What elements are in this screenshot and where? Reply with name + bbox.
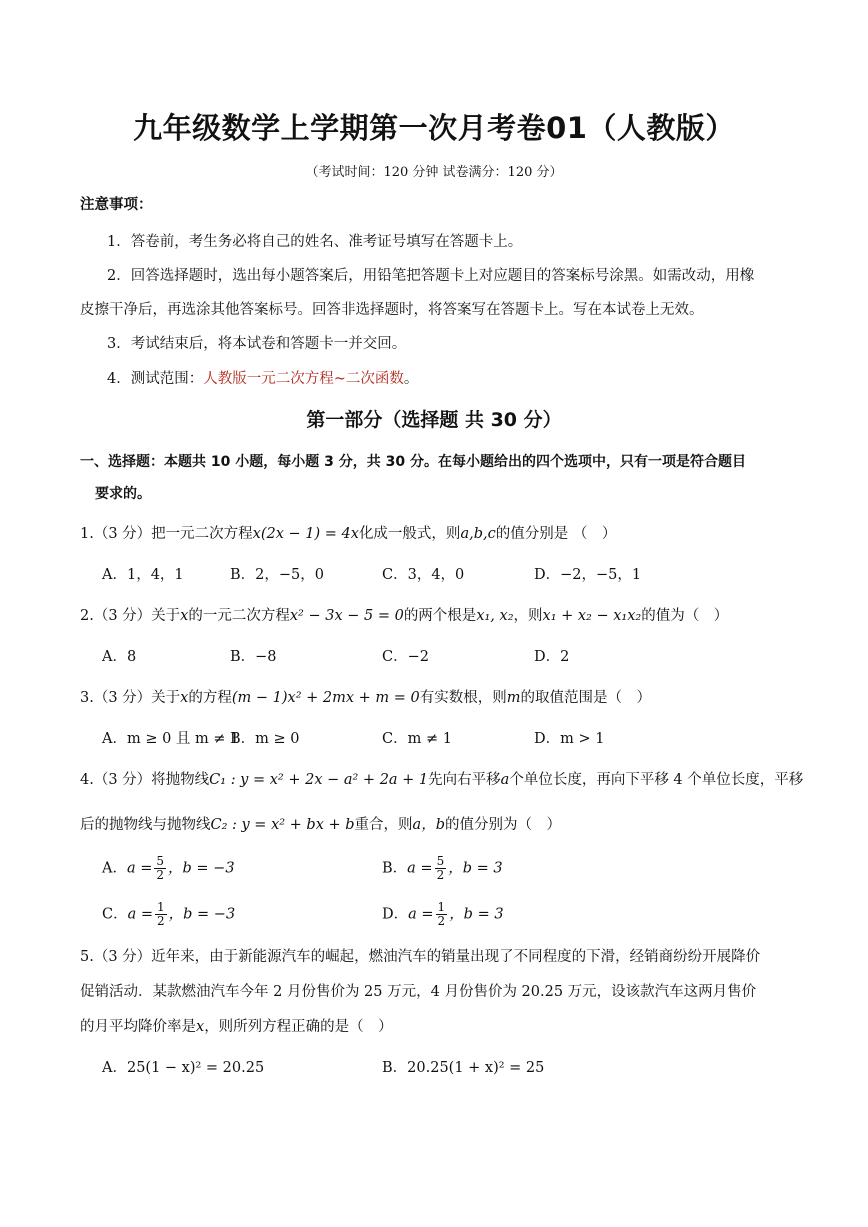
q4-b-b: ，b = 3 (448, 860, 503, 877)
section-instructions-line1: 一、选择题：本题共 10 小题，每小题 3 分，共 30 分。在每小题给出的四个选项中，只有一项是符合题目 (80, 454, 746, 470)
q2-roots: x₁, x₂ (476, 608, 514, 624)
q1-mid: 化成一般式，则 (358, 526, 461, 542)
q1-option-d: D．−2，−5，1 (534, 567, 642, 583)
q4-line2-mid: 重合，则 (354, 817, 413, 833)
q4-line2-prefix: 后的抛物线与抛物线 (80, 817, 211, 833)
q4-prefix: 4.（3 分）将抛物线 (80, 772, 210, 788)
q4-parabola-c2: C₂ : y = x² + bx + b (210, 817, 355, 833)
q2-equation: x² − 3x − 5 = 0 (289, 608, 404, 624)
page-title: 九年级数学上学期第一次月考卷01（人教版） (133, 111, 735, 145)
q2-option-d: D．2 (534, 649, 570, 665)
q4-mid: 先向右平移 (428, 772, 501, 788)
q4-parabola-c1: C₁ : y = x² + 2x − a² + 2a + 1 (209, 772, 429, 788)
q4-b-var: a = (407, 860, 433, 877)
q2-var: x (180, 608, 189, 624)
q4-d-label: D． (382, 906, 409, 923)
q4-c-label: C． (102, 906, 128, 923)
q1-option-c: C．3，4，0 (382, 567, 465, 583)
q4-d-fraction (436, 901, 448, 928)
q4-d-numerator: 1 (437, 900, 446, 914)
note-item-1: 1．答卷前，考生务必将自己的姓名、准考证号填写在答题卡上。 (107, 234, 523, 250)
q2-mid3: ，则 (513, 608, 543, 624)
test-range: 人教版一元二次方程~二次函数 (203, 371, 404, 387)
q1-option-b: B．2，−5，0 (230, 567, 324, 583)
q5-option-b: B．20.25(1 + x)² = 25 (382, 1060, 545, 1076)
q4-b-label: B． (382, 860, 408, 877)
note-item-2-line2: 皮擦干净后，再选涂其他答案标号。回答非选择题时，将答案写在答题卡上。写在本试卷上无效。 (80, 302, 704, 318)
q2-mid2: 的两个根是 (403, 608, 477, 624)
q4-option-b (382, 855, 503, 882)
q4-a-numerator: 5 (156, 854, 165, 868)
q1-vars: a,b,c (460, 526, 496, 542)
question-5-stem-line3 (80, 1017, 393, 1037)
q4-option-d (382, 901, 504, 928)
q4-option-c (102, 901, 235, 928)
q5-line3-prefix: 的月平均降价率是 (80, 1019, 196, 1035)
q3-var2: m (506, 690, 521, 706)
q3-prefix: 3.（3 分）关于 (80, 690, 181, 706)
question-3-stem (80, 688, 651, 708)
q3-mid: 的方程 (188, 690, 232, 706)
q1-option-a: A．1，4，1 (102, 567, 184, 583)
q4-b-fraction (435, 855, 447, 882)
q2-option-c: C．−2 (382, 649, 429, 665)
q3-var: x (180, 690, 189, 706)
q2-option-b: B．−8 (230, 649, 277, 665)
q4-a-var: a = (126, 860, 153, 877)
q4-line2-suffix: 的值分别为（ ） (444, 817, 561, 833)
q4-line2-vars: a，b (412, 817, 445, 833)
q3-option-a: A．m ≥ 0 且 m ≠ 1 (102, 731, 240, 747)
q4-a-fraction (154, 855, 166, 882)
q4-a-label: A． (102, 860, 127, 877)
exam-info: （考试时间：120 分钟 试卷满分：120 分） (305, 165, 563, 180)
q4-a-b: ，b = −3 (168, 860, 235, 877)
q5-line3-suffix: ，则所列方程正确的是（ ） (204, 1019, 393, 1035)
q4-var: a (500, 772, 510, 788)
q3-option-b: B．m ≥ 0 (230, 731, 300, 747)
q4-c-denominator: 2 (157, 914, 165, 928)
q3-option-c: C．m ≠ 1 (382, 731, 452, 747)
q4-d-b: ，b = 3 (449, 906, 504, 923)
q2-suffix: 的值为（ ） (641, 608, 729, 624)
q3-mid2: 有实数根，则 (419, 690, 507, 706)
question-5-stem-line2: 促销活动．某款燃油汽车今年 2 月份售价为 25 万元，4 月份售价为 20.25 万元，设该款汽车这两月售价 (80, 984, 757, 1000)
question-1-stem (80, 524, 616, 544)
q4-c-fraction (155, 901, 167, 928)
q4-b-numerator: 5 (436, 854, 445, 868)
note-item-2-line1: 2．回答选择题时，选出每小题答案后，用铅笔把答题卡上对应题目的答案标号涂黑。如需改动，用橡 (107, 268, 755, 284)
note-item-4 (107, 369, 418, 389)
q4-b-denominator: 2 (436, 868, 445, 882)
q4-c-var: a = (127, 906, 154, 923)
q4-d-var: a = (408, 906, 434, 923)
q2-expression: x₁ + x₂ − x₁x₂ (542, 608, 642, 624)
question-4-stem-line2 (80, 815, 561, 835)
section-instructions-line2: 要求的。 (95, 486, 151, 502)
notes-heading: 注意事项： (80, 197, 153, 213)
q4-d-denominator: 2 (437, 914, 446, 928)
note-item-4-suffix: 。 (403, 371, 419, 387)
note-item-3: 3．考试结束后，将本试卷和答题卡一并交回。 (107, 336, 407, 352)
q5-var: x (196, 1019, 205, 1035)
q1-prefix: 1.（3 分）把一元二次方程 (80, 526, 253, 542)
q1-equation: x(2x − 1) = 4x (252, 526, 359, 542)
note-item-4-prefix: 4．测试范围： (107, 371, 204, 387)
q4-option-a (102, 855, 235, 882)
q2-mid: 的一元二次方程 (188, 608, 290, 624)
q3-suffix: 的取值范围是（ ） (520, 690, 651, 706)
q3-option-d: D．m > 1 (534, 731, 605, 747)
q4-c-b: ，b = −3 (168, 906, 236, 923)
q4-suffix: 个单位长度，再向下平移 4 个单位长度，平移 (509, 772, 804, 788)
question-2-stem (80, 606, 728, 626)
q4-a-denominator: 2 (156, 868, 165, 882)
q3-equation: (m − 1)x² + 2mx + m = 0 (231, 690, 420, 706)
q2-prefix: 2.（3 分）关于 (80, 608, 181, 624)
question-4-stem-line1 (80, 770, 803, 790)
question-5-stem-line1: 5.（3 分）近年来，由于新能源汽车的崛起，燃油汽车的销量出现了不同程度的下滑，经销商纷纷开展降价 (80, 949, 761, 965)
section-title: 第一部分（选择题 共 30 分） (306, 409, 562, 431)
q5-option-a: A．25(1 − x)² = 20.25 (102, 1060, 265, 1076)
q2-option-a: A．8 (102, 649, 137, 665)
q4-c-numerator: 1 (157, 900, 165, 914)
q1-suffix: 的值分别是 （ ） (495, 526, 617, 542)
